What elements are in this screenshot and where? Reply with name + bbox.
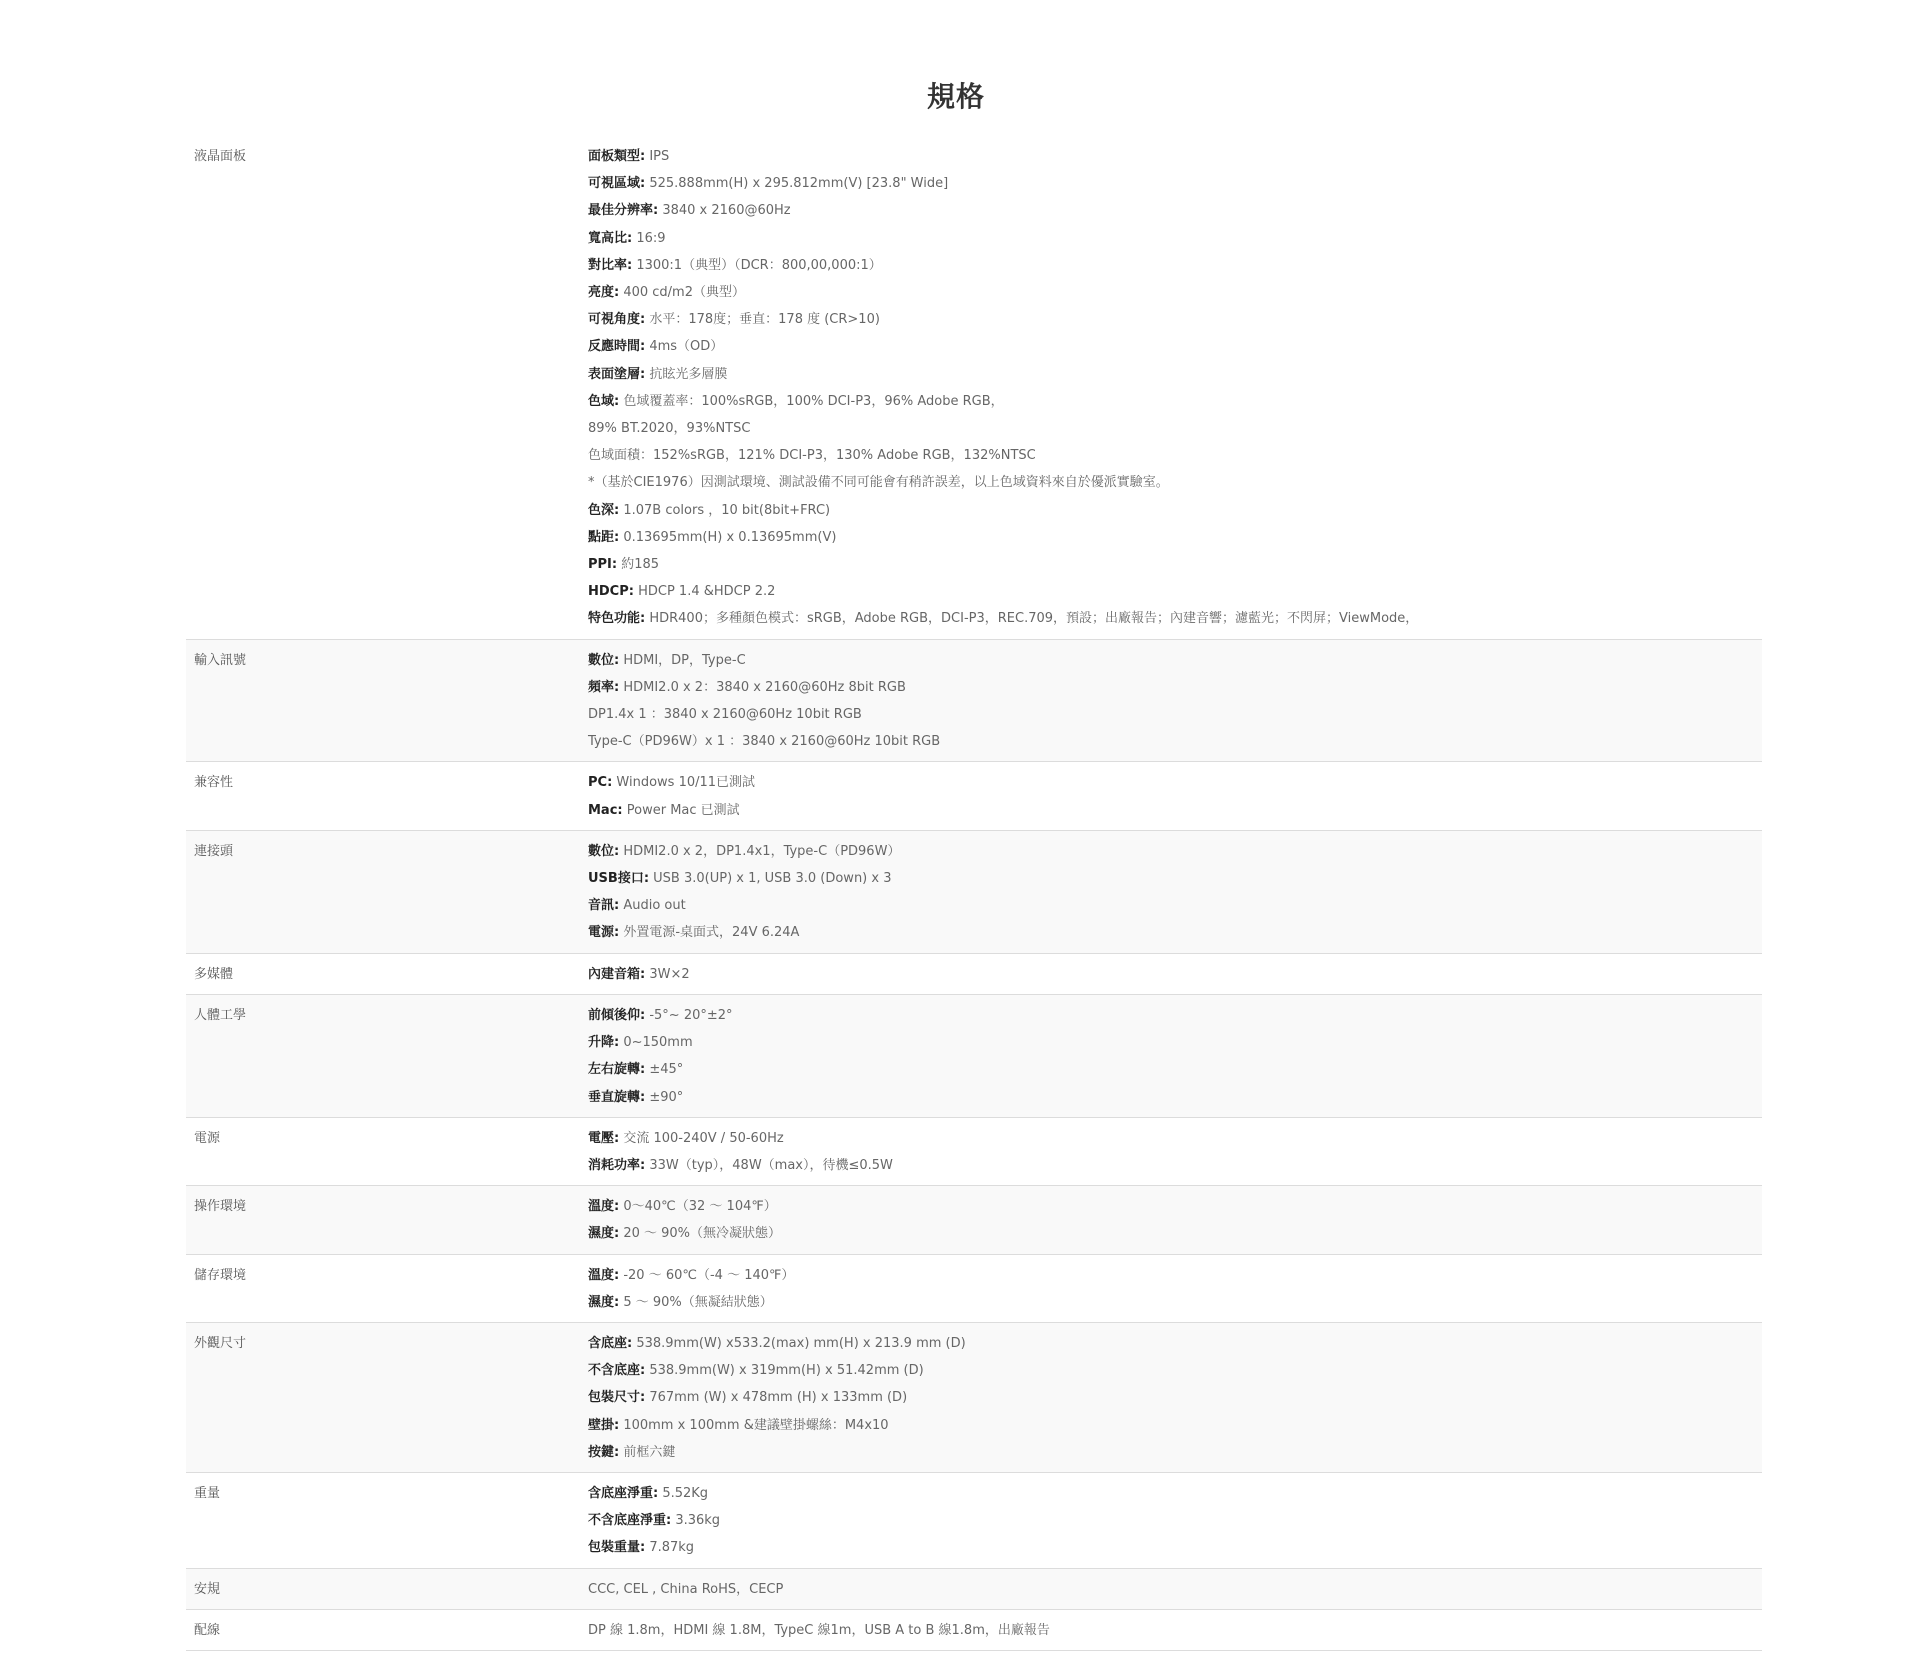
spec-line — [588, 524, 1754, 551]
spec-value: 89% BT.2020，93%NTSC — [588, 421, 751, 437]
spec-key: 濕度: — [588, 1226, 620, 1242]
spec-values — [580, 1186, 1762, 1254]
spec-row — [186, 1186, 1762, 1254]
spec-line — [588, 442, 1754, 469]
spec-table — [186, 136, 1762, 1651]
spec-value: 抗眩光多層膜 — [645, 366, 728, 382]
spec-line — [588, 361, 1754, 388]
spec-value: 3W×2 — [645, 966, 690, 982]
spec-value: ±90° — [645, 1089, 684, 1105]
spec-line — [588, 170, 1754, 197]
spec-row — [186, 1254, 1762, 1322]
spec-key: 可視角度: — [588, 312, 646, 328]
spec-value: 3.36kg — [671, 1513, 721, 1529]
spec-value: *（基於CIE1976）因測試環境、測試設備不同可能會有稍許誤差，以上色域資料來自於優派實驗室。 — [588, 475, 1169, 491]
spec-key: 溫度: — [588, 1199, 620, 1215]
spec-key: 不含底座: — [588, 1363, 646, 1379]
spec-values — [580, 953, 1762, 994]
spec-value: HDMI2.0 x 2，DP1.4x1，Type-C（PD96W） — [619, 843, 901, 859]
spec-line — [588, 961, 1754, 988]
spec-category-label: 電源 — [186, 1117, 580, 1185]
spec-category-label: 操作環境 — [186, 1186, 580, 1254]
spec-value: 外置電源-桌面式，24V 6.24A — [619, 925, 800, 941]
spec-key: 寬高比: — [588, 230, 633, 246]
spec-line — [588, 333, 1754, 360]
spec-value: CCC, CEL , China RoHS，CECP — [588, 1581, 784, 1597]
spec-line — [588, 388, 1754, 415]
spec-key: 包裝重量: — [588, 1540, 646, 1556]
spec-table-body — [186, 136, 1762, 1650]
spec-line — [588, 1617, 1754, 1644]
spec-value: 前框六鍵 — [619, 1444, 676, 1460]
spec-row — [186, 994, 1762, 1117]
spec-value: HDR400；多種顏色模式：sRGB，Adobe RGB，DCI-P3，REC.709，預設；出廠報告；內建音響；濾藍光；不閃屏；ViewMode， — [645, 611, 1419, 627]
spec-value: HDMI，DP，Type-C — [619, 652, 746, 668]
spec-value: 3840 x 2160@60Hz — [658, 203, 791, 219]
spec-line — [588, 279, 1754, 306]
spec-value: 色域面積：152%sRGB，121% DCI-P3，130% Adobe RGB，132%NTSC — [588, 448, 1036, 464]
spec-value: 約185 — [617, 557, 660, 573]
spec-key: 前傾後仰: — [588, 1007, 646, 1023]
spec-value: IPS — [645, 149, 670, 164]
spec-key: 可視區域: — [588, 176, 646, 192]
spec-value: -5°~ 20°±2° — [645, 1007, 733, 1023]
spec-key: 亮度: — [588, 285, 620, 301]
spec-line — [588, 1384, 1754, 1411]
spec-row — [186, 1568, 1762, 1609]
spec-key: 含底座: — [588, 1335, 633, 1351]
spec-values — [580, 1117, 1762, 1185]
spec-key: 點距: — [588, 529, 620, 545]
spec-key: 頻率: — [588, 679, 620, 695]
spec-values — [580, 136, 1762, 639]
spec-key: 垂直旋轉: — [588, 1089, 646, 1105]
spec-line — [588, 1152, 1754, 1179]
spec-row — [186, 639, 1762, 762]
spec-value: 交流 100-240V / 50-60Hz — [619, 1130, 784, 1146]
spec-row — [186, 136, 1762, 639]
spec-line — [588, 1084, 1754, 1111]
spec-line — [588, 1534, 1754, 1561]
spec-value: Type-C（PD96W）x 1 ：3840 x 2160@60Hz 10bit RGB — [588, 734, 941, 750]
spec-value: 1300:1（典型）（DCR：800,00,000:1） — [632, 257, 882, 273]
spec-row — [186, 953, 1762, 994]
spec-value: HDMI2.0 x 2：3840 x 2160@60Hz 8bit RGB — [619, 679, 906, 695]
spec-line — [588, 797, 1754, 824]
spec-value: USB 3.0(UP) x 1, USB 3.0 (Down) x 3 — [649, 871, 892, 887]
spec-key: 表面塗層: — [588, 366, 646, 382]
spec-key: 升降: — [588, 1035, 620, 1051]
spec-line — [588, 197, 1754, 224]
spec-category-label: 多媒體 — [186, 953, 580, 994]
spec-line — [588, 1480, 1754, 1507]
spec-key: Mac: — [588, 802, 623, 818]
spec-line — [588, 143, 1754, 170]
spec-value: 525.888mm(H) x 295.812mm(V) [23.8" Wide] — [645, 176, 949, 192]
spec-values — [580, 639, 1762, 762]
spec-key: PPI: — [588, 557, 618, 573]
spec-value: 0~150mm — [619, 1035, 693, 1051]
spec-value: 538.9mm(W) x 319mm(H) x 51.42mm (D) — [645, 1363, 924, 1379]
spec-row — [186, 830, 1762, 953]
spec-category-label: 人體工學 — [186, 994, 580, 1117]
spec-category-label: 重量 — [186, 1472, 580, 1568]
spec-key: 左右旋轉: — [588, 1062, 646, 1078]
spec-key: 內建音箱: — [588, 966, 646, 982]
spec-key: 數位: — [588, 652, 620, 668]
spec-values — [580, 1609, 1762, 1650]
spec-line — [588, 551, 1754, 578]
spec-value: 5.52Kg — [658, 1485, 709, 1501]
spec-line — [588, 1056, 1754, 1083]
spec-line — [588, 1029, 1754, 1056]
spec-values — [580, 830, 1762, 953]
spec-row — [186, 1322, 1762, 1472]
spec-category-label: 儲存環境 — [186, 1254, 580, 1322]
spec-key: 包裝尺寸: — [588, 1390, 646, 1406]
spec-category-label: 輸入訊號 — [186, 639, 580, 762]
spec-line — [588, 1262, 1754, 1289]
spec-key: 含底座淨重: — [588, 1485, 659, 1501]
spec-value: DP 線 1.8m，HDMI 線 1.8M，TypeC 線1m，USB A to B 線1.8m，出廠報告 — [588, 1622, 1050, 1638]
spec-value: DP1.4x 1 ：3840 x 2160@60Hz 10bit RGB — [588, 707, 862, 723]
spec-value: 0～40℃（32 ～ 104℉） — [619, 1199, 777, 1215]
spec-row — [186, 1609, 1762, 1650]
spec-value: 5 ～ 90%（無凝結狀態） — [619, 1294, 773, 1310]
spec-value: 色域覆蓋率：100%sRGB，100% DCI-P3，96% Adobe RGB， — [619, 393, 1004, 409]
spec-line — [588, 728, 1754, 755]
spec-key: 溫度: — [588, 1267, 620, 1283]
spec-key: 色域: — [588, 393, 620, 409]
spec-line — [588, 1125, 1754, 1152]
spec-line — [588, 605, 1754, 632]
spec-key: 音訊: — [588, 898, 620, 914]
spec-key: 數位: — [588, 843, 620, 859]
spec-values — [580, 1322, 1762, 1472]
spec-key: 面板類型: — [588, 149, 646, 164]
spec-value: Audio out — [619, 898, 686, 914]
spec-key: 對比率: — [588, 257, 633, 273]
spec-key: 消耗功率: — [588, 1157, 646, 1173]
spec-key: 電壓: — [588, 1130, 620, 1146]
spec-value: 4ms（OD） — [645, 339, 724, 355]
spec-value: ±45° — [645, 1062, 684, 1078]
spec-value: 33W（typ），48W（max），待機≤0.5W — [645, 1157, 893, 1173]
spec-line — [588, 306, 1754, 333]
spec-category-label: 配線 — [186, 1609, 580, 1650]
spec-value: 0.13695mm(H) x 0.13695mm(V) — [619, 529, 837, 545]
spec-line — [588, 415, 1754, 442]
spec-line — [588, 578, 1754, 605]
spec-value: 100mm x 100mm &建議壁掛螺絲：M4x10 — [619, 1417, 889, 1433]
spec-value: 7.87kg — [645, 1540, 695, 1556]
spec-values — [580, 994, 1762, 1117]
spec-key: PC: — [588, 775, 613, 791]
page-title: 規格 — [926, 79, 985, 113]
spec-row — [186, 1472, 1762, 1568]
spec-values — [580, 1568, 1762, 1609]
spec-line — [588, 892, 1754, 919]
spec-line — [588, 497, 1754, 524]
spec-value: Windows 10/11已測試 — [612, 775, 756, 791]
spec-line — [588, 1357, 1754, 1384]
spec-line — [588, 769, 1754, 796]
spec-key: 最佳分辨率: — [588, 203, 659, 219]
spec-line — [588, 701, 1754, 728]
spec-row — [186, 762, 1762, 830]
spec-line — [588, 838, 1754, 865]
spec-values — [580, 1472, 1762, 1568]
spec-line — [588, 919, 1754, 946]
spec-value: 16:9 — [632, 230, 666, 246]
spec-category-label: 外觀尺寸 — [186, 1322, 580, 1472]
spec-line — [588, 647, 1754, 674]
spec-value: HDCP 1.4 &HDCP 2.2 — [633, 584, 776, 600]
spec-line — [588, 1289, 1754, 1316]
spec-line — [588, 1220, 1754, 1247]
spec-key: 色深: — [588, 502, 620, 518]
spec-line — [588, 252, 1754, 279]
spec-value: 767mm (W) x 478mm (H) x 133mm (D) — [645, 1390, 908, 1406]
spec-key: 按鍵: — [588, 1444, 620, 1460]
spec-value: 400 cd/m2（典型） — [619, 285, 745, 301]
spec-line — [588, 225, 1754, 252]
spec-line — [588, 1576, 1754, 1603]
spec-line — [588, 1330, 1754, 1357]
spec-category-label: 連接頭 — [186, 830, 580, 953]
spec-key: 反應時間: — [588, 339, 646, 355]
spec-value: 水平：178度；垂直：178 度 (CR>10) — [645, 312, 880, 328]
spec-values — [580, 1254, 1762, 1322]
spec-key: 電源: — [588, 925, 620, 941]
spec-value: 1.07B colors ，10 bit(8bit+FRC) — [619, 502, 831, 518]
spec-line — [588, 1412, 1754, 1439]
spec-line — [588, 674, 1754, 701]
spec-value: 538.9mm(W) x533.2(max) mm(H) x 213.9 mm (D) — [632, 1335, 966, 1351]
spec-line — [588, 469, 1754, 496]
spec-line — [588, 1439, 1754, 1466]
spec-key: 不含底座淨重: — [588, 1513, 672, 1529]
spec-category-label: 安規 — [186, 1568, 580, 1609]
spec-category-label: 液晶面板 — [186, 136, 580, 639]
spec-key: 特色功能: — [588, 611, 646, 627]
spec-category-label: 兼容性 — [186, 762, 580, 830]
spec-key: HDCP: — [588, 584, 634, 600]
spec-key: 濕度: — [588, 1294, 620, 1310]
spec-key: 壁掛: — [588, 1417, 620, 1433]
spec-line — [588, 1002, 1754, 1029]
spec-line — [588, 1193, 1754, 1220]
spec-value: -20 ～ 60℃（-4 ～ 140℉） — [619, 1267, 795, 1283]
spec-line — [588, 865, 1754, 892]
spec-line — [588, 1507, 1754, 1534]
spec-value: Power Mac 已測試 — [622, 802, 740, 818]
spec-key: USB接口: — [588, 871, 650, 887]
spec-row — [186, 1117, 1762, 1185]
spec-values — [580, 762, 1762, 830]
spec-value: 20 ～ 90%（無冷凝狀態） — [619, 1226, 782, 1242]
